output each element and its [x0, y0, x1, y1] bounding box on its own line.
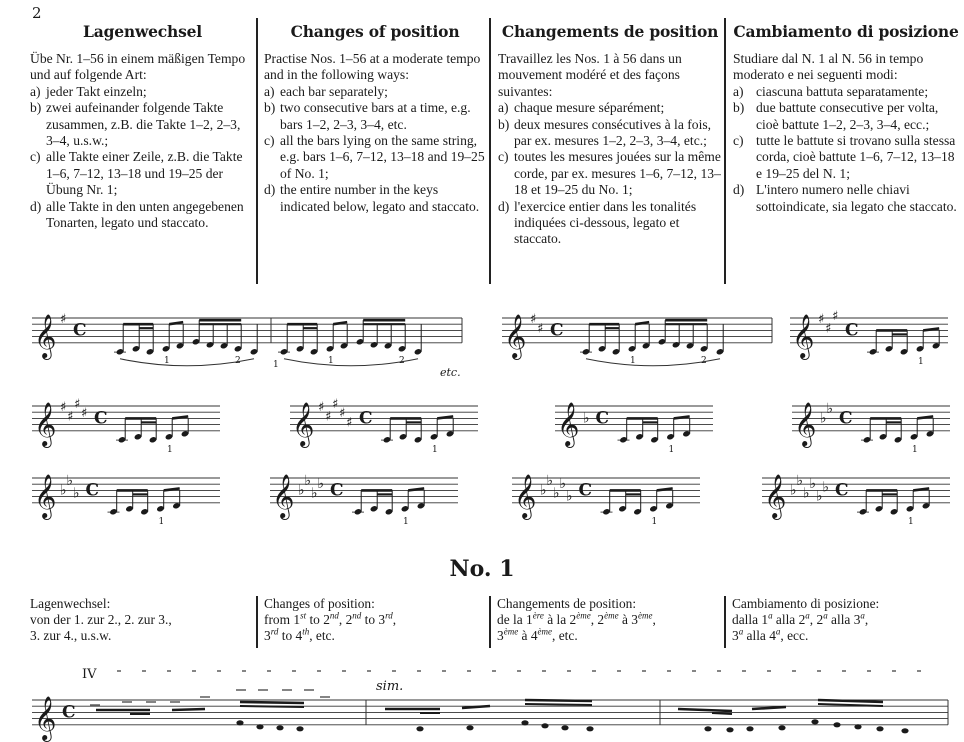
common-time-icon: C — [359, 408, 373, 429]
treble-clef-icon: 𝄞 — [792, 313, 815, 358]
flat-icon: ♭ — [822, 479, 830, 496]
treble-clef-icon: 𝄞 — [272, 473, 295, 518]
intro-italian: Studiare dal N. 1 al N. 56 in tempo moderato e nei seguenti modi: — [733, 51, 924, 83]
key-example-2-sharps — [500, 306, 780, 386]
flat-icon: ♭ — [73, 485, 80, 502]
heading-french: Changements de position — [501, 22, 719, 41]
exercise-title: No. 1 — [449, 556, 515, 582]
common-time-icon: C — [73, 320, 87, 341]
flat-icon: ♭ — [546, 473, 554, 490]
sharp-icon: ♯ — [318, 400, 325, 415]
key-example-4-sharps — [30, 392, 230, 464]
treble-clef-icon: 𝄞 — [764, 473, 787, 518]
treble-clef-icon: 𝄞 — [514, 473, 537, 518]
page-number: 2 — [32, 4, 42, 22]
common-time-icon: C — [62, 702, 76, 723]
sharp-icon: ♯ — [332, 396, 339, 412]
list-item: d) the entire number in the keys indicated below, legato and staccato. — [264, 182, 480, 214]
sharp-icon: ♯ — [74, 396, 81, 412]
list-item: c) alle Takte einer Zeile, z.B. die Takte 1–6, 7–12, 13–18 und 19–25 der Übung Nr. 1; — [30, 149, 243, 198]
sim-mark: sim. — [376, 679, 404, 694]
list-item: a) ciascuna battuta separatamente; — [733, 83, 929, 99]
flat-icon: ♭ — [540, 482, 547, 499]
sharp-icon: ♯ — [818, 312, 825, 327]
heading-english: Changes of position — [290, 22, 460, 41]
key-example-5-flats — [510, 464, 710, 536]
treble-clef-icon: 𝄞 — [34, 695, 57, 740]
heading-german: Lagenwechsel — [83, 22, 202, 41]
instructions-english — [256, 18, 486, 284]
subtitle-italian: Cambiamento di posizione: dalla 1$^a$ alla 2$^a$, 2$^a$ alla 3$^a$, 3$^a$ alla 4$^a$, ecc. — [724, 596, 958, 648]
list-item: b) two consecutive bars at a time, e.g. bars 1–2, 2–3, 3–4, etc. — [264, 100, 471, 132]
flat-icon: ♭ — [803, 485, 810, 502]
sharp-icon: ♯ — [60, 400, 67, 415]
flat-icon: ♭ — [60, 482, 67, 499]
instructions-french — [489, 18, 722, 284]
list-item: d) alle Takte in den unten angegebenen Tonarten, legato und staccato. — [30, 198, 244, 231]
treble-clef-icon: 𝄞 — [292, 401, 315, 446]
common-time-icon: C — [85, 480, 100, 501]
common-time-icon: C — [835, 480, 849, 501]
fingering-label: 1 — [912, 444, 918, 455]
flat-icon: ♭ — [583, 410, 590, 427]
subtitle-german: Lagenwechsel: von der 1. zur 2., 2. zur 3., 3. zur 4., u.s.w. — [30, 596, 172, 643]
sharp-icon: ♯ — [339, 406, 346, 422]
common-time-icon: C — [845, 320, 859, 341]
sharp-icon: ♯ — [825, 321, 832, 337]
common-time-icon: C — [550, 320, 564, 341]
fingering-label: 1 — [668, 444, 675, 455]
list-item: b) due battute consecutive per volta, cioè battute 1–2, 2–3, 3–4, ecc.; — [733, 100, 939, 132]
fingering-label: 1 — [630, 355, 636, 366]
list-item: d) L'intero numero nelle chiavi sottoindicate, sia legato che staccato. — [733, 182, 957, 214]
key-example-3-sharps — [788, 306, 964, 386]
intro-english: Practise Nos. 1–56 at a moderate tempo and in the following ways: — [264, 51, 481, 83]
sharp-icon: ♯ — [81, 406, 88, 422]
fingering-label: 1 — [273, 359, 279, 370]
fingering-label: 2 — [399, 355, 405, 366]
exercise-1-staff — [0, 662, 964, 742]
flat-icon: ♭ — [311, 485, 318, 502]
key-example-5-sharps — [288, 392, 488, 464]
key-example-4-flats — [268, 464, 468, 536]
list-item: c) all the bars lying on the same string, e.g. bars 1–6, 7–12, 13–18 and 19–25 of No. 1; — [264, 133, 485, 181]
fingering-label: 1 — [432, 444, 438, 455]
subtitle-french: Changements de position: de la 1ère à la 2ème, 2ème à 3ème, 3ème à 4ème, etc. — [489, 596, 721, 648]
list-item: c) tutte le battute si trovano sulla stessa corda, cioè battute 1–6, 7–12, 13–18 e 19–25 del N. 1; — [733, 133, 956, 181]
fingering-label: 1 — [918, 356, 924, 367]
flat-icon: ♭ — [826, 401, 834, 418]
list-item: a) each bar separately; — [264, 83, 388, 99]
subtitle-english: Changes of position: from 1st to 2nd, 2nd to 3rd, 3rd to 4th, etc. — [256, 596, 486, 648]
flat-icon: ♭ — [796, 473, 804, 490]
etc-label: etc. — [440, 365, 461, 379]
flat-icon: ♭ — [317, 476, 325, 493]
fingering-label: 1 — [328, 355, 334, 366]
instructions-italian — [724, 18, 959, 284]
key-example-3-flats — [30, 464, 230, 536]
sharp-icon: ♯ — [67, 409, 74, 425]
list-item: a) jeder Takt einzeln; — [30, 83, 147, 99]
flat-icon: ♭ — [820, 410, 827, 427]
treble-clef-icon: 𝄞 — [557, 401, 580, 446]
list-item: c) toutes les mesures jouées sur la même corde, par ex. mesures 1–6, 7–12, 13–18 et 19–25 du No. 1; — [498, 149, 721, 198]
sharp-icon: ♯ — [537, 321, 544, 337]
flat-icon: ♭ — [566, 488, 573, 505]
key-example-1-sharp — [30, 306, 490, 386]
list-item: a) chaque mesure séparément; — [498, 100, 665, 116]
position-mark: IV — [82, 667, 97, 682]
exercise-subtitles — [30, 596, 960, 648]
flat-icon: ♭ — [790, 482, 797, 499]
key-example-6-flats — [760, 464, 960, 536]
fingering-label: 1 — [908, 516, 914, 527]
instructions-german — [30, 18, 255, 284]
list-item: d) l'exercice entier dans les tonalités indiquées ci-dessous, legato et staccato. — [498, 198, 697, 247]
sharp-icon: ♯ — [60, 312, 67, 327]
fingering-label: 2 — [235, 355, 241, 366]
treble-clef-icon: 𝄞 — [34, 473, 57, 518]
flat-icon: ♭ — [66, 473, 74, 490]
fingering-label: 1 — [167, 444, 173, 455]
fingering-label: 1 — [403, 516, 409, 527]
list-item: b) deux mesures consécutives à la fois, par ex. mesures 1–2, 2–3, 3–4, etc.; — [498, 116, 712, 149]
flat-icon: ♭ — [559, 476, 567, 493]
flat-icon: ♭ — [304, 473, 312, 490]
key-example-2-flats — [790, 392, 960, 464]
intro-german: Übe Nr. 1–56 in einem mäßigen Tempo und auf folgende Art: — [30, 51, 246, 83]
list-item: b) zwei aufeinander folgende Takte zusammen, z.B. die Takte 1–2, 2–3, 3–4, u.s.w.; — [30, 100, 241, 149]
instructions-columns — [30, 18, 960, 284]
sharp-icon: ♯ — [346, 415, 353, 431]
common-time-icon: C — [330, 480, 344, 501]
treble-clef-icon: 𝄞 — [34, 313, 57, 358]
fingering-label: 1 — [651, 516, 658, 527]
intro-french: Travaillez les Nos. 1 à 56 dans un mouvement modéré et des façons suivantes: — [498, 51, 682, 99]
sharp-icon: ♯ — [530, 312, 537, 327]
flat-icon: ♭ — [809, 476, 817, 493]
fingering-label: 1 — [164, 355, 170, 366]
heading-italian: Cambiamento di posizione — [733, 22, 959, 41]
flat-icon: ♭ — [816, 488, 823, 505]
treble-clef-icon: 𝄞 — [504, 313, 527, 358]
common-time-icon: C — [578, 480, 593, 501]
flat-icon: ♭ — [553, 485, 560, 502]
common-time-icon: C — [595, 408, 610, 429]
sharp-icon: ♯ — [832, 308, 839, 324]
treble-clef-icon: 𝄞 — [794, 401, 817, 446]
common-time-icon: C — [94, 408, 108, 429]
key-example-1-flat — [553, 392, 723, 464]
fingering-label: 2 — [701, 355, 707, 366]
flat-icon: ♭ — [298, 482, 305, 499]
fingering-label: 1 — [158, 516, 165, 527]
treble-clef-icon: 𝄞 — [34, 401, 57, 446]
sharp-icon: ♯ — [325, 409, 332, 425]
common-time-icon: C — [839, 408, 853, 429]
